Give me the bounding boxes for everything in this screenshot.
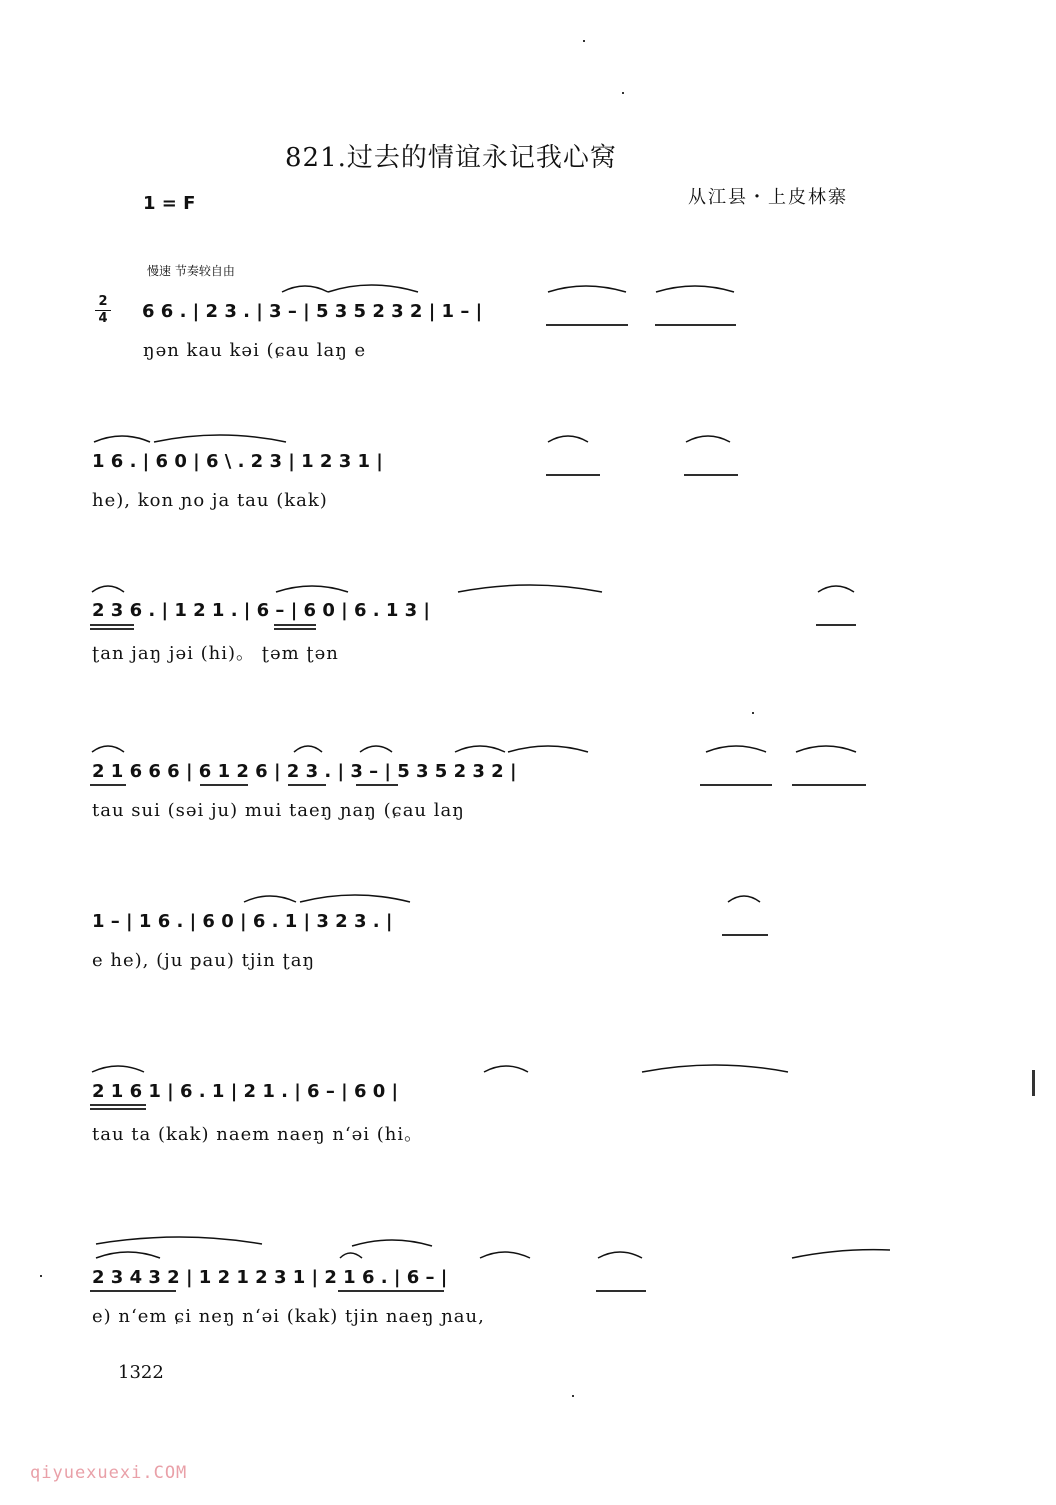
notation-line-3: 2 3 6 . | 1 2 1 . | 6 – | 6 0 | 6 . 1 3 | <box>92 600 431 621</box>
slur-mark <box>282 286 328 292</box>
slur-mark <box>94 436 150 442</box>
meter-bottom: 4 <box>98 311 108 326</box>
slur-mark <box>244 896 296 902</box>
lyrics-line-2: he), kon ɲo ja tau (kak) <box>92 490 328 511</box>
slur-mark <box>92 586 124 592</box>
slur-mark <box>642 1065 788 1072</box>
slur-mark <box>92 746 124 752</box>
notation-line-1: 6 6 . | 2 3 . | 3 – | 5 3 5 2 3 2 | 1 – | <box>142 301 483 322</box>
slur-mark <box>360 746 392 752</box>
slur-mark <box>548 436 588 442</box>
lyrics-line-7: e) n‘em ɕi neŋ n‘əi (kak) tjin naeŋ ɲau, <box>92 1306 485 1327</box>
triplet-slur <box>96 1252 160 1258</box>
triplet-slur <box>656 286 734 292</box>
triplet-slur <box>352 1240 432 1246</box>
notation-line-5: 1 – | 1 6 . | 6 0 | 6 . 1 | 3 2 3 . | <box>92 911 393 932</box>
meter-top: 2 <box>98 294 108 309</box>
slur-mark <box>508 746 588 752</box>
watermark: qiyuexuexi.COM <box>30 1463 188 1483</box>
slur-mark <box>276 586 348 592</box>
slur-mark <box>484 1066 528 1072</box>
notation-line-7: 2 3 4 3 2 | 1 2 1 2 3 1 | 2 1 6 . | 6 – | <box>92 1267 448 1288</box>
page-number: 1322 <box>118 1362 164 1383</box>
lyrics-line-3: ʈan jaŋ jəi (hi)。 ʈəm ʈən <box>92 643 339 664</box>
slur-mark <box>340 1253 362 1258</box>
slur-mark <box>598 1252 642 1258</box>
slur-mark <box>154 435 286 442</box>
slur-mark <box>458 585 602 592</box>
slur-mark <box>96 1237 262 1244</box>
tempo-marking: 慢速 节奏较自由 <box>147 264 235 278</box>
slur-mark <box>92 1066 144 1072</box>
slur-mark <box>728 896 760 902</box>
song-title: 821.过去的情谊永记我心窝 <box>285 143 617 173</box>
triplet-slur <box>796 746 856 752</box>
slur-mark <box>300 895 410 902</box>
slur-mark <box>818 586 854 592</box>
notation-line-6: 2 1 6 1 | 6 . 1 | 2 1 . | 6 – | 6 0 | <box>92 1081 399 1102</box>
lyrics-line-1: ŋən kau kəi (ɕau laŋ e <box>143 340 367 361</box>
source-location: 从江县・上皮林寨 <box>688 187 848 208</box>
triplet-slur <box>548 286 626 292</box>
notation-line-4: 2 1 6 6 6 | 6 1 2 6 | 2 3 . | 3 – | 5 3 5 2 3 2 | <box>92 761 517 782</box>
triplet-slur <box>480 1252 530 1258</box>
lyrics-line-6: tau ta (kak) naem naeŋ n‘əi (hi。 <box>92 1124 424 1145</box>
lyrics-line-5: e he), (ju pau) tjin ʈaŋ <box>92 950 316 971</box>
key-signature: 1 = F <box>143 193 196 214</box>
slur-mark <box>792 1250 890 1258</box>
time-signature <box>95 295 111 326</box>
notation-line-2: 1 6 . | 6 0 | 6 \ . 2 3 | 1 2 3 1 | <box>92 451 383 472</box>
slur-mark <box>686 436 730 442</box>
lyrics-line-4: tau sui (səi ju) mui taeŋ ɲaŋ (ɕau laŋ <box>92 800 465 821</box>
slur-mark <box>455 746 505 752</box>
slur-mark <box>328 285 418 292</box>
triplet-slur <box>706 746 766 752</box>
slur-mark <box>294 746 322 752</box>
